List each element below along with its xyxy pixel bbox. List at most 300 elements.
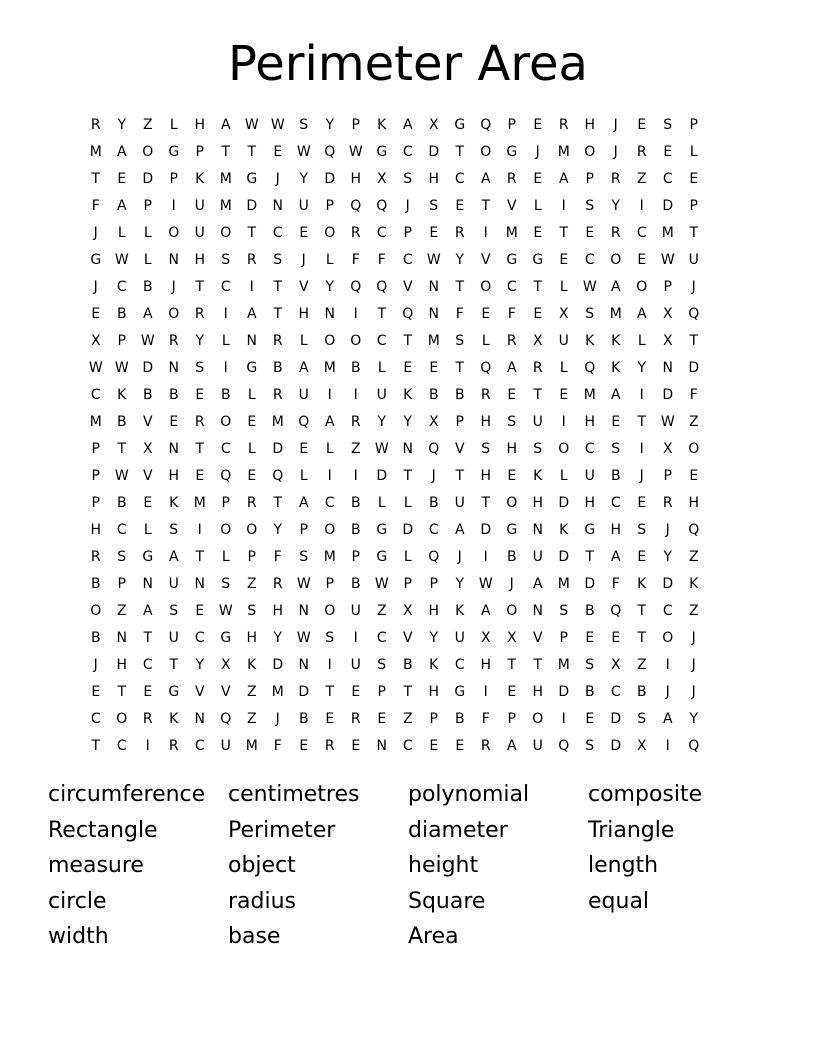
grid-letter: Z: [636, 171, 648, 187]
grid-letter: V: [480, 252, 492, 268]
grid-letter: V: [454, 441, 466, 457]
grid-letter: Z: [116, 603, 128, 619]
grid-letter: I: [639, 441, 645, 457]
grid-letter: O: [610, 252, 622, 268]
grid-letter: J: [275, 711, 281, 727]
grid-letter: N: [194, 711, 206, 727]
grid-letter: G: [376, 549, 388, 565]
grid-letter: P: [507, 711, 517, 727]
grid-letter: Q: [480, 117, 492, 133]
grid-letter: W: [218, 603, 234, 619]
grid-letter: G: [454, 684, 466, 700]
grid-letter: E: [117, 171, 127, 187]
grid-letter: P: [91, 495, 101, 511]
grid-letter: B: [90, 576, 102, 592]
grid-letter: H: [246, 630, 258, 646]
grid-letter: L: [559, 360, 569, 376]
grid-letter: J: [691, 630, 697, 646]
grid-letter: L: [169, 117, 179, 133]
grid-letter: X: [480, 630, 492, 646]
grid-letter: Q: [428, 441, 440, 457]
grid-letter: E: [299, 225, 309, 241]
grid-letter: O: [324, 333, 336, 349]
grid-letter: W: [114, 252, 130, 268]
grid-letter: H: [584, 414, 596, 430]
grid-letter: W: [478, 576, 494, 592]
grid-letter: X: [662, 306, 674, 322]
grid-letter: B: [402, 657, 414, 673]
grid-letter: D: [610, 711, 622, 727]
grid-letter: Y: [611, 198, 621, 214]
grid-letter: N: [272, 198, 284, 214]
grid-letter: Q: [350, 198, 362, 214]
grid-letter: W: [582, 279, 598, 295]
grid-letter: V: [402, 630, 414, 646]
grid-letter: G: [142, 549, 154, 565]
grid-letter: R: [506, 171, 518, 187]
grid-letter: Z: [688, 603, 700, 619]
grid-letter: C: [324, 495, 336, 511]
grid-letter: B: [220, 387, 232, 403]
grid-letter: G: [454, 117, 466, 133]
grid-letter: N: [324, 306, 336, 322]
grid-letter: Q: [298, 414, 310, 430]
grid-letter: K: [169, 711, 179, 727]
grid-letter: Z: [688, 414, 700, 430]
grid-letter: R: [168, 738, 180, 754]
grid-letter: R: [662, 495, 674, 511]
grid-letter: L: [143, 522, 153, 538]
grid-letter: P: [455, 414, 465, 430]
word-list-item: Perimeter: [228, 817, 336, 843]
grid-letter: P: [585, 171, 595, 187]
grid-letter: B: [584, 684, 596, 700]
grid-letter: C: [662, 171, 674, 187]
grid-letter: J: [639, 468, 645, 484]
grid-row: [83, 167, 735, 194]
grid-letter: R: [194, 414, 206, 430]
grid-letter: T: [689, 333, 699, 349]
grid-letter: P: [91, 468, 101, 484]
grid-row: [83, 275, 735, 302]
grid-letter: I: [249, 279, 255, 295]
grid-letter: E: [195, 603, 205, 619]
grid-letter: R: [532, 360, 544, 376]
grid-letter: O: [90, 603, 102, 619]
grid-letter: Q: [376, 198, 388, 214]
grid-letter: K: [637, 576, 647, 592]
grid-letter: T: [195, 441, 205, 457]
grid-letter: R: [272, 333, 284, 349]
grid-letter: R: [142, 711, 154, 727]
grid-letter: W: [426, 252, 442, 268]
grid-letter: W: [296, 630, 312, 646]
grid-letter: G: [90, 252, 102, 268]
grid-row: [83, 221, 735, 248]
grid-letter: E: [299, 738, 309, 754]
grid-letter: W: [660, 252, 676, 268]
grid-letter: Z: [402, 711, 414, 727]
word-list-item: Triangle: [588, 817, 675, 843]
grid-letter: R: [246, 252, 258, 268]
grid-letter: H: [272, 603, 284, 619]
grid-letter: Z: [350, 441, 362, 457]
grid-letter: H: [168, 468, 180, 484]
grid-letter: I: [327, 468, 333, 484]
grid-letter: V: [220, 684, 232, 700]
grid-letter: I: [171, 198, 177, 214]
grid-letter: L: [117, 225, 127, 241]
grid-letter: Y: [637, 360, 647, 376]
grid-letter: E: [559, 252, 569, 268]
grid-letter: A: [168, 549, 180, 565]
grid-letter: C: [584, 252, 596, 268]
grid-letter: Y: [403, 414, 413, 430]
grid-letter: I: [561, 711, 567, 727]
grid-letter: S: [585, 657, 595, 673]
grid-letter: H: [428, 603, 440, 619]
grid-letter: S: [429, 198, 439, 214]
grid-letter: P: [91, 441, 101, 457]
grid-letter: W: [270, 117, 286, 133]
grid-letter: T: [91, 738, 101, 754]
grid-letter: P: [143, 198, 153, 214]
grid-letter: T: [637, 603, 647, 619]
grid-letter: A: [142, 603, 154, 619]
grid-letter: B: [168, 387, 180, 403]
grid-letter: N: [428, 279, 440, 295]
grid-letter: Z: [246, 684, 258, 700]
grid-letter: Y: [663, 549, 673, 565]
grid-letter: H: [428, 684, 440, 700]
grid-letter: Q: [610, 603, 622, 619]
grid-row: [83, 248, 735, 275]
grid-letter: S: [455, 333, 465, 349]
grid-letter: O: [116, 711, 128, 727]
grid-letter: N: [532, 522, 544, 538]
word-row: [48, 850, 788, 886]
grid-letter: D: [428, 144, 440, 160]
grid-row: [83, 545, 735, 572]
grid-letter: E: [143, 495, 153, 511]
grid-letter: K: [195, 171, 205, 187]
grid-letter: N: [246, 333, 258, 349]
grid-letter: B: [350, 576, 362, 592]
grid-letter: E: [195, 387, 205, 403]
grid-letter: A: [558, 171, 570, 187]
grid-letter: O: [324, 603, 336, 619]
grid-letter: T: [455, 279, 465, 295]
grid-letter: J: [691, 279, 697, 295]
grid-row: [83, 437, 735, 464]
grid-letter: R: [610, 171, 622, 187]
grid-letter: J: [431, 468, 437, 484]
grid-row: [83, 518, 735, 545]
grid-letter: Q: [350, 279, 362, 295]
grid-letter: Y: [273, 522, 283, 538]
grid-letter: T: [455, 144, 465, 160]
grid-letter: E: [585, 630, 595, 646]
grid-letter: E: [195, 468, 205, 484]
grid-letter: T: [247, 225, 257, 241]
grid-letter: S: [585, 306, 595, 322]
grid-letter: C: [272, 225, 284, 241]
grid-letter: H: [350, 171, 362, 187]
grid-letter: Q: [428, 549, 440, 565]
grid-letter: U: [376, 387, 388, 403]
grid-letter: Q: [376, 279, 388, 295]
grid-letter: R: [324, 738, 336, 754]
grid-letter: C: [636, 225, 648, 241]
grid-letter: E: [507, 387, 517, 403]
grid-letter: H: [688, 495, 700, 511]
grid-letter: Q: [220, 711, 232, 727]
grid-row: [83, 707, 735, 734]
grid-letter: E: [351, 684, 361, 700]
grid-letter: R: [168, 333, 180, 349]
grid-letter: V: [194, 684, 206, 700]
grid-letter: R: [272, 387, 284, 403]
grid-letter: E: [481, 306, 491, 322]
grid-letter: L: [221, 333, 231, 349]
grid-letter: N: [532, 603, 544, 619]
grid-letter: Q: [688, 738, 700, 754]
grid-letter: X: [428, 414, 440, 430]
grid-letter: B: [610, 468, 622, 484]
grid-letter: U: [220, 738, 232, 754]
grid-letter: Q: [480, 360, 492, 376]
grid-letter: P: [377, 684, 387, 700]
grid-row: [83, 491, 735, 518]
grid-letter: T: [481, 198, 491, 214]
grid-letter: D: [324, 171, 336, 187]
grid-letter: A: [636, 306, 648, 322]
grid-letter: R: [558, 117, 570, 133]
grid-letter: K: [169, 495, 179, 511]
grid-letter: G: [506, 144, 518, 160]
grid-letter: C: [454, 171, 466, 187]
grid-letter: O: [142, 144, 154, 160]
grid-letter: E: [169, 414, 179, 430]
grid-letter: E: [299, 441, 309, 457]
word-list-item: circumference: [48, 782, 206, 807]
grid-letter: C: [610, 495, 622, 511]
word-row: [48, 886, 788, 922]
grid-letter: G: [220, 630, 232, 646]
grid-letter: C: [116, 279, 128, 295]
grid-row: [83, 626, 735, 653]
grid-letter: D: [688, 360, 700, 376]
grid-letter: T: [117, 684, 127, 700]
grid-letter: U: [558, 333, 570, 349]
grid-letter: O: [480, 144, 492, 160]
word-list-item: polynomial: [408, 782, 530, 807]
grid-letter: A: [220, 117, 232, 133]
grid-letter: H: [90, 522, 102, 538]
grid-letter: B: [116, 495, 128, 511]
grid-letter: O: [662, 630, 674, 646]
grid-letter: S: [169, 603, 179, 619]
grid-letter: M: [245, 738, 259, 754]
grid-letter: M: [219, 198, 233, 214]
grid-letter: S: [247, 603, 257, 619]
grid-letter: A: [142, 306, 154, 322]
grid-letter: M: [271, 684, 285, 700]
grid-letter: M: [271, 414, 285, 430]
grid-letter: L: [377, 495, 387, 511]
grid-letter: D: [662, 576, 674, 592]
grid-letter: Q: [558, 738, 570, 754]
grid-letter: F: [611, 576, 621, 592]
word-list-item: length: [588, 853, 659, 878]
grid-letter: U: [350, 657, 362, 673]
grid-letter: F: [455, 306, 465, 322]
grid-letter: O: [324, 225, 336, 241]
grid-letter: O: [688, 441, 700, 457]
grid-letter: C: [402, 252, 414, 268]
grid-letter: P: [299, 522, 309, 538]
grid-letter: N: [298, 603, 310, 619]
grid-letter: T: [273, 495, 283, 511]
word-row: [48, 921, 788, 957]
grid-letter: F: [507, 306, 517, 322]
grid-letter: E: [507, 468, 517, 484]
grid-letter: W: [374, 576, 390, 592]
grid-letter: M: [557, 576, 571, 592]
grid-letter: B: [350, 360, 362, 376]
grid-letter: X: [662, 441, 674, 457]
grid-letter: T: [325, 684, 335, 700]
grid-letter: N: [194, 576, 206, 592]
grid-letter: Y: [273, 630, 283, 646]
grid-letter: T: [403, 333, 413, 349]
grid-letter: O: [636, 279, 648, 295]
grid-letter: E: [611, 414, 621, 430]
grid-letter: C: [662, 603, 674, 619]
grid-letter: T: [559, 225, 569, 241]
grid-letter: I: [223, 360, 229, 376]
word-list-item: centimetres: [228, 782, 360, 807]
grid-letter: N: [168, 441, 180, 457]
grid-letter: G: [506, 252, 518, 268]
grid-letter: M: [219, 171, 233, 187]
grid-letter: M: [89, 414, 103, 430]
grid-letter: A: [298, 360, 310, 376]
grid-letter: D: [662, 387, 674, 403]
grid-letter: S: [299, 549, 309, 565]
grid-letter: O: [220, 414, 232, 430]
grid-letter: Y: [117, 117, 127, 133]
grid-letter: P: [221, 495, 231, 511]
grid-letter: R: [272, 576, 284, 592]
grid-letter: K: [559, 522, 569, 538]
grid-row: [83, 734, 735, 761]
grid-letter: N: [142, 576, 154, 592]
grid-letter: L: [481, 333, 491, 349]
grid-letter: N: [402, 441, 414, 457]
grid-letter: K: [611, 333, 621, 349]
letter-grid: [83, 113, 735, 761]
grid-letter: Z: [688, 549, 700, 565]
grid-letter: T: [377, 306, 387, 322]
grid-letter: P: [559, 630, 569, 646]
grid-letter: O: [324, 522, 336, 538]
grid-letter: E: [533, 171, 543, 187]
grid-letter: P: [117, 576, 127, 592]
grid-letter: M: [583, 387, 597, 403]
grid-letter: T: [91, 171, 101, 187]
grid-letter: I: [665, 738, 671, 754]
grid-letter: E: [247, 414, 257, 430]
grid-letter: L: [247, 387, 257, 403]
grid-letter: S: [299, 117, 309, 133]
grid-row: [83, 410, 735, 437]
grid-letter: D: [246, 198, 258, 214]
grid-letter: H: [194, 252, 206, 268]
grid-letter: Z: [142, 117, 154, 133]
word-list-item: measure: [48, 853, 144, 878]
grid-letter: K: [377, 117, 387, 133]
grid-letter: S: [559, 603, 569, 619]
grid-letter: Z: [246, 711, 258, 727]
grid-letter: C: [376, 225, 388, 241]
grid-letter: Q: [402, 306, 414, 322]
grid-letter: E: [689, 171, 699, 187]
grid-letter: M: [505, 225, 519, 241]
grid-letter: B: [428, 495, 440, 511]
grid-letter: C: [428, 522, 440, 538]
grid-row: [83, 383, 735, 410]
grid-letter: F: [273, 549, 283, 565]
grid-letter: V: [402, 279, 414, 295]
grid-letter: T: [637, 630, 647, 646]
grid-letter: G: [246, 360, 258, 376]
grid-letter: B: [454, 387, 466, 403]
grid-letter: R: [480, 738, 492, 754]
grid-letter: K: [585, 333, 595, 349]
grid-letter: G: [168, 684, 180, 700]
grid-letter: N: [428, 306, 440, 322]
grid-letter: S: [117, 549, 127, 565]
word-list-item: radius: [228, 888, 297, 914]
grid-letter: E: [429, 738, 439, 754]
grid-letter: K: [117, 387, 127, 403]
word-list-item: Area: [408, 924, 459, 949]
grid-letter: E: [507, 684, 517, 700]
grid-letter: F: [689, 387, 699, 403]
grid-letter: J: [457, 549, 463, 565]
grid-letter: J: [613, 117, 619, 133]
grid-letter: E: [533, 306, 543, 322]
grid-letter: D: [558, 549, 570, 565]
grid-letter: A: [506, 360, 518, 376]
grid-letter: L: [143, 252, 153, 268]
grid-letter: T: [533, 279, 543, 295]
grid-letter: H: [532, 495, 544, 511]
grid-letter: R: [454, 225, 466, 241]
grid-letter: Q: [688, 306, 700, 322]
grid-letter: I: [223, 306, 229, 322]
grid-letter: B: [90, 630, 102, 646]
grid-letter: Q: [272, 468, 284, 484]
grid-letter: V: [298, 279, 310, 295]
grid-letter: D: [558, 684, 570, 700]
grid-row: [83, 680, 735, 707]
grid-letter: R: [90, 117, 102, 133]
grid-letter: T: [585, 549, 595, 565]
grid-letter: I: [145, 738, 151, 754]
grid-letter: P: [403, 225, 413, 241]
